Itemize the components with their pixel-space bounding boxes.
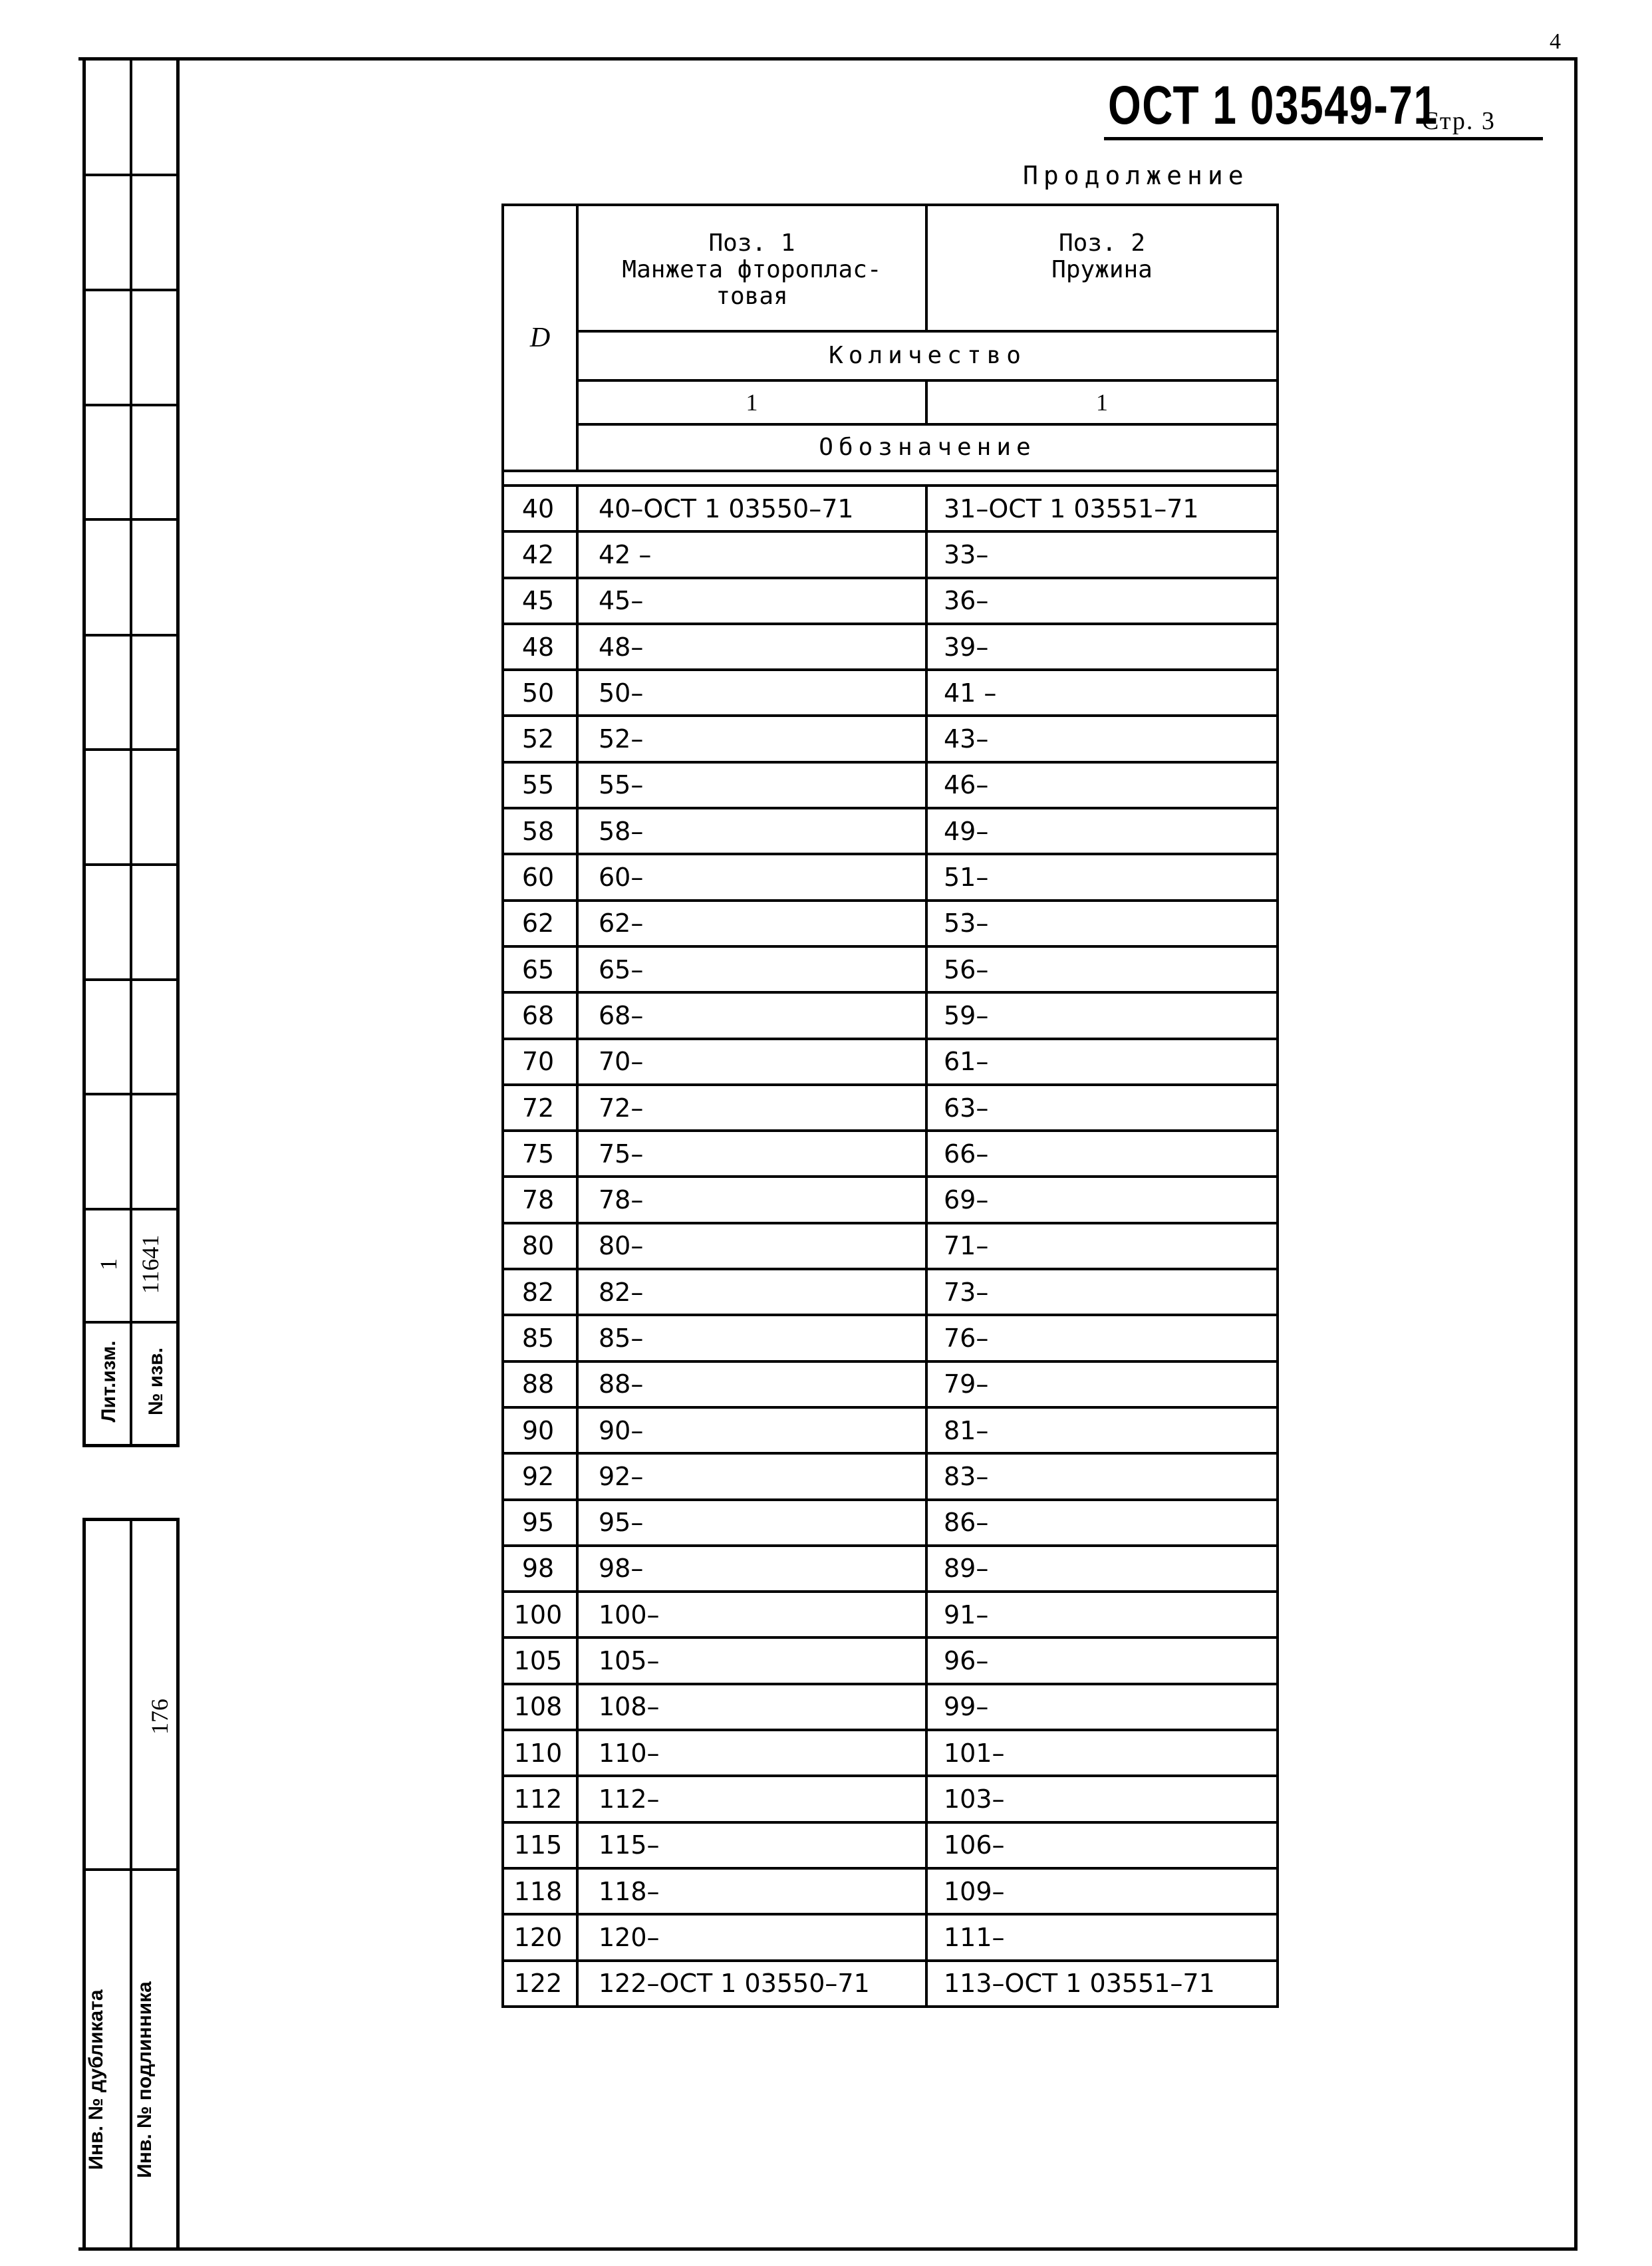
pos1-header: Поз. 1 Манжета фтороплас- товая	[577, 205, 926, 331]
pos1-cell: 78–	[577, 1177, 926, 1222]
d-cell: 70	[503, 1039, 577, 1085]
pos2-header: Поз. 2 Пружина	[926, 205, 1278, 331]
lit-izm-value: 1	[95, 1258, 122, 1270]
pos2-cell: 69–	[926, 1177, 1278, 1222]
pos2-cell: 81–	[926, 1407, 1278, 1453]
d-cell: 72	[503, 1085, 577, 1131]
d-cell: 88	[503, 1361, 577, 1407]
inv-dubl-label: Инв. № дубликата	[85, 1989, 107, 2170]
d-cell: 52	[503, 716, 577, 762]
pos2-cell: 71–	[926, 1223, 1278, 1269]
table-row	[503, 1546, 1278, 1592]
d-cell: 105	[503, 1637, 577, 1683]
table-row	[503, 808, 1278, 854]
d-cell: 118	[503, 1868, 577, 1914]
pos1-cell: 92–	[577, 1453, 926, 1499]
table-row	[503, 1868, 1278, 1914]
margin-strip-upper	[82, 57, 180, 1447]
pos2-cell: 109–	[926, 1868, 1278, 1914]
inv-podl-label: Инв. № подлинника	[134, 1981, 156, 2178]
pos2-cell: 113–ОСТ 1 03551–71	[926, 1961, 1278, 2007]
pos2-cell: 49–	[926, 808, 1278, 854]
d-cell: 60	[503, 854, 577, 900]
d-cell: 58	[503, 808, 577, 854]
pos1-cell: 80–	[577, 1223, 926, 1269]
pos1-cell: 88–	[577, 1361, 926, 1407]
d-cell: 110	[503, 1730, 577, 1776]
pos2-cell: 63–	[926, 1085, 1278, 1131]
pos2-cell: 33–	[926, 531, 1278, 577]
pos1-cell: 112–	[577, 1776, 926, 1822]
pos2-cell: 36–	[926, 578, 1278, 624]
table-row	[503, 670, 1278, 716]
pos2-cell: 79–	[926, 1361, 1278, 1407]
pos1-cell: 70–	[577, 1039, 926, 1085]
d-cell: 108	[503, 1684, 577, 1730]
pos1-cell: 110–	[577, 1730, 926, 1776]
parts-table	[501, 204, 1276, 2008]
pos1-cell: 62–	[577, 901, 926, 946]
d-cell: 85	[503, 1315, 577, 1361]
d-cell: 115	[503, 1822, 577, 1868]
table-row	[503, 1730, 1278, 1776]
pos1-cell: 48–	[577, 624, 926, 670]
pos1-cell: 108–	[577, 1684, 926, 1730]
d-cell: 50	[503, 670, 577, 716]
header-gap	[503, 471, 1278, 486]
quantity-pos2: 1	[926, 380, 1278, 424]
pos1-cell: 65–	[577, 946, 926, 992]
pos2-cell: 53–	[926, 901, 1278, 946]
designation-header: Обозначение	[577, 424, 1278, 471]
table-row	[503, 762, 1278, 808]
pos1-cell: 45–	[577, 578, 926, 624]
d-cell: 90	[503, 1407, 577, 1453]
table-row	[503, 486, 1278, 531]
pos1-cell: 40–ОСТ 1 03550–71	[577, 486, 926, 531]
d-cell: 82	[503, 1269, 577, 1315]
pos2-cell: 31–ОСТ 1 03551–71	[926, 486, 1278, 531]
quantity-header: Количество	[577, 331, 1278, 380]
pos2-cell: 59–	[926, 992, 1278, 1038]
table-row	[503, 1822, 1278, 1868]
table-row	[503, 1223, 1278, 1269]
d-cell: 92	[503, 1453, 577, 1499]
pos1-cell: 105–	[577, 1637, 926, 1683]
inv-podl-value: 176	[146, 1699, 173, 1735]
document-page-label: Стр. 3	[1422, 107, 1496, 135]
d-cell: 40	[503, 486, 577, 531]
pos1-cell: 120–	[577, 1914, 926, 1960]
table-row	[503, 1085, 1278, 1131]
pos1-cell: 82–	[577, 1269, 926, 1315]
d-cell: 95	[503, 1500, 577, 1546]
d-cell: 65	[503, 946, 577, 992]
pos1-cell: 52–	[577, 716, 926, 762]
d-cell: 100	[503, 1592, 577, 1637]
pos1-cell: 60–	[577, 854, 926, 900]
d-cell: 42	[503, 531, 577, 577]
page-number: 4	[1550, 29, 1561, 54]
table-row	[503, 1131, 1278, 1177]
table-row	[503, 901, 1278, 946]
header-underline	[1104, 137, 1543, 140]
table-row	[503, 1961, 1278, 2007]
table-row	[503, 1637, 1278, 1683]
lit-izm-label: Лит.изм.	[98, 1340, 120, 1423]
table-row	[503, 992, 1278, 1038]
n-izv-value: 11641	[137, 1234, 164, 1294]
pos2-cell: 73–	[926, 1269, 1278, 1315]
d-cell: 78	[503, 1177, 577, 1222]
pos2-cell: 103–	[926, 1776, 1278, 1822]
table-row	[503, 716, 1278, 762]
pos2-cell: 99–	[926, 1684, 1278, 1730]
n-izv-label: № изв.	[145, 1347, 167, 1415]
pos2-cell: 89–	[926, 1546, 1278, 1592]
d-header: D	[529, 323, 551, 353]
pos2-cell: 83–	[926, 1453, 1278, 1499]
d-cell: 48	[503, 624, 577, 670]
pos1-cell: 118–	[577, 1868, 926, 1914]
pos2-cell: 86–	[926, 1500, 1278, 1546]
pos1-cell: 58–	[577, 808, 926, 854]
pos1-cell: 75–	[577, 1131, 926, 1177]
pos1-cell: 90–	[577, 1407, 926, 1453]
quantity-pos1: 1	[577, 380, 926, 424]
table-row	[503, 624, 1278, 670]
table-row	[503, 578, 1278, 624]
table-row	[503, 1592, 1278, 1637]
table-row	[503, 1269, 1278, 1315]
pos2-cell: 56–	[926, 946, 1278, 992]
d-cell: 120	[503, 1914, 577, 1960]
pos2-cell: 43–	[926, 716, 1278, 762]
pos1-cell: 68–	[577, 992, 926, 1038]
pos2-cell: 39–	[926, 624, 1278, 670]
pos2-cell: 51–	[926, 854, 1278, 900]
pos2-cell: 46–	[926, 762, 1278, 808]
pos1-cell: 98–	[577, 1546, 926, 1592]
d-cell: 45	[503, 578, 577, 624]
d-cell: 68	[503, 992, 577, 1038]
pos2-cell: 61–	[926, 1039, 1278, 1085]
table-row	[503, 946, 1278, 992]
pos1-cell: 95–	[577, 1500, 926, 1546]
table-row	[503, 1039, 1278, 1085]
pos2-cell: 91–	[926, 1592, 1278, 1637]
pos2-cell: 66–	[926, 1131, 1278, 1177]
pos2-cell: 111–	[926, 1914, 1278, 1960]
pos2-cell: 76–	[926, 1315, 1278, 1361]
d-header-cell	[503, 205, 577, 471]
pos1-cell: 100–	[577, 1592, 926, 1637]
d-cell: 55	[503, 762, 577, 808]
document-code: ОСТ 1 03549-71	[1108, 75, 1439, 136]
table-row	[503, 1914, 1278, 1960]
pos2-cell: 106–	[926, 1822, 1278, 1868]
pos2-cell: 96–	[926, 1637, 1278, 1683]
table-row	[503, 854, 1278, 900]
table-row	[503, 1315, 1278, 1361]
pos1-cell: 72–	[577, 1085, 926, 1131]
table-row	[503, 531, 1278, 577]
table-row	[503, 1684, 1278, 1730]
table-row	[503, 1361, 1278, 1407]
table-row	[503, 1776, 1278, 1822]
d-cell: 62	[503, 901, 577, 946]
table-row	[503, 1453, 1278, 1499]
pos1-cell: 50–	[577, 670, 926, 716]
table-row	[503, 1500, 1278, 1546]
d-cell: 75	[503, 1131, 577, 1177]
d-cell: 98	[503, 1546, 577, 1592]
pos1-cell: 115–	[577, 1822, 926, 1868]
pos1-cell: 55–	[577, 762, 926, 808]
pos2-cell: 101–	[926, 1730, 1278, 1776]
d-cell: 112	[503, 1776, 577, 1822]
d-cell: 80	[503, 1223, 577, 1269]
table-row	[503, 1407, 1278, 1453]
continuation-label: Продолжение	[1023, 161, 1249, 190]
pos1-cell: 85–	[577, 1315, 926, 1361]
d-cell: 122	[503, 1961, 577, 2007]
pos1-cell: 42 –	[577, 531, 926, 577]
pos2-cell: 41 –	[926, 670, 1278, 716]
table-row	[503, 1177, 1278, 1222]
table-body	[503, 486, 1278, 2007]
pos1-cell: 122–ОСТ 1 03550–71	[577, 1961, 926, 2007]
